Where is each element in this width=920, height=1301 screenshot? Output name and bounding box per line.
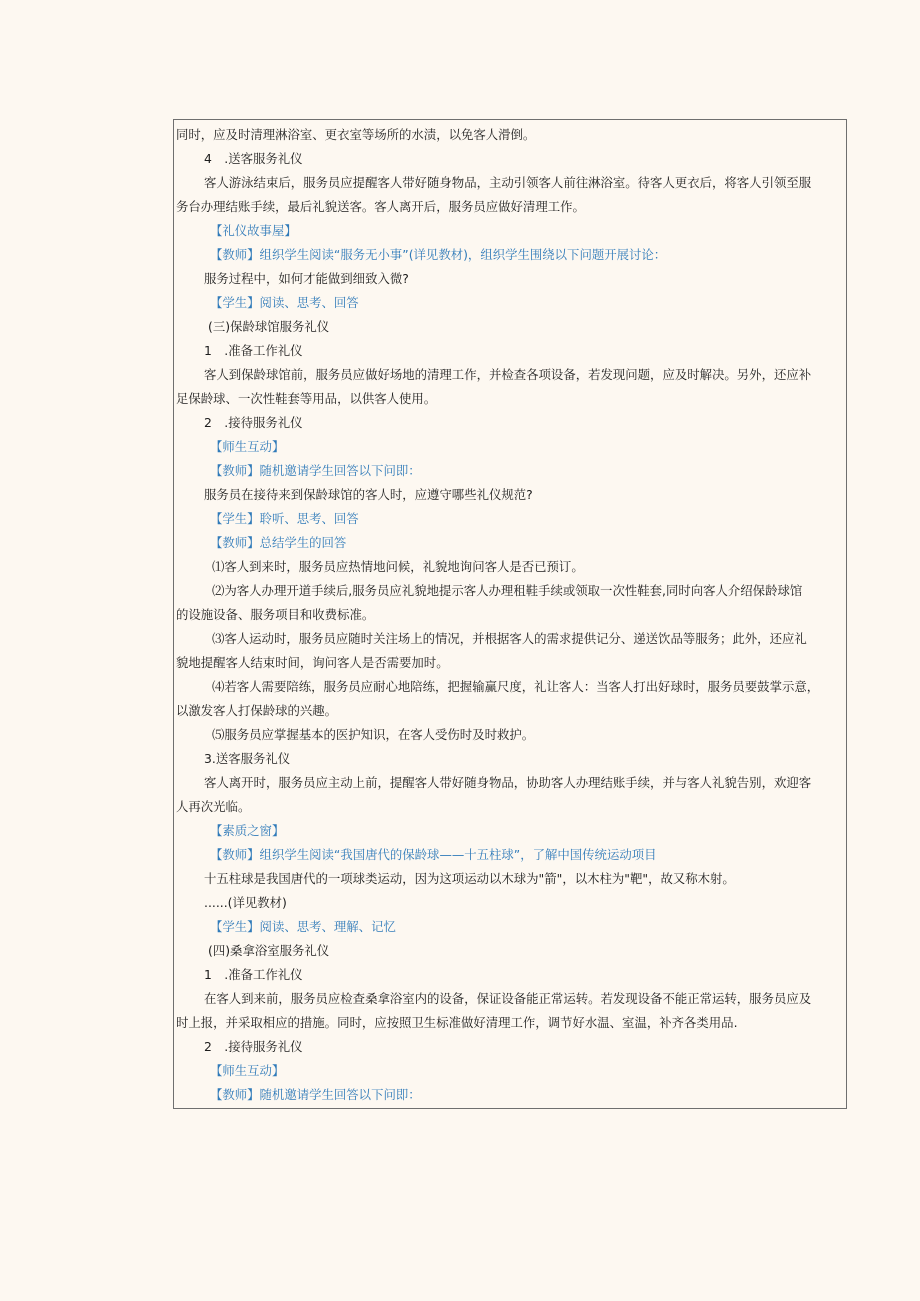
teacher-line: 【教师】组织学生阅读“服务无小事”(详见教材)，组织学生围绕以下问题开展讨论：	[210, 247, 667, 262]
section-heading: (三)保龄球馆服务礼仪	[208, 319, 330, 334]
block-label: 【素质之窗】	[210, 823, 285, 838]
text-line: 客人到保龄球馆前，服务员应做好场地的清理工作，并检查各项设备，若发现问题，应及时解决。另外，还应补	[204, 367, 812, 382]
text-line: 服务过程中，如何才能做到细致入微?	[204, 271, 409, 286]
text-line: 同时，应及时清理淋浴室、更衣室等场所的水渍，以免客人滑倒。	[176, 127, 536, 142]
text-line: 客人离开时，服务员应主动上前，提醒客人带好随身物品，协助客人办理结账手续，并与客人礼貌告别，欢迎客	[204, 775, 812, 790]
teacher-line: 【教师】总结学生的回答	[210, 535, 347, 550]
section-heading: 1 .准备工作礼仪	[204, 343, 303, 358]
section-heading: 2 .接待服务礼仪	[204, 1039, 303, 1054]
text-line: 以激发客人打保龄球的兴趣。	[176, 703, 338, 718]
text-line: 服务员在接待来到保龄球馆的客人时，应遵守哪些礼仪规范?	[204, 487, 533, 502]
list-item: ⑴客人到来时，服务员应热情地问候，礼貌地询问客人是否已预订。	[212, 559, 584, 574]
student-line: 【学生】阅读、思考、理解、记忆	[210, 919, 396, 934]
block-label: 【师生互动】	[210, 1063, 285, 1078]
teacher-line: 【教师】组织学生阅读“我国唐代的保龄球——十五柱球”，了解中国传统运动项目	[210, 847, 657, 862]
text-line: 的设施设备、服务项目和收费标准。	[176, 607, 375, 622]
teacher-line: 【教师】随机邀请学生回答以下问即：	[210, 1087, 421, 1102]
document-frame	[173, 119, 847, 1109]
block-label: 【礼仪故事屋】	[210, 223, 297, 238]
text-line: 时上报，并采取相应的措施。同时，应按照卫生标准做好清理工作，调节好水温、室温，补齐各类用品.	[176, 1015, 738, 1030]
list-item: ⑵为客人办理开道手续后,服务员应礼貌地提示客人办理租鞋手续或领取一次性鞋套,同时向客人介绍保龄球馆	[212, 583, 803, 598]
section-heading: 3.送客服务礼仪	[204, 751, 291, 766]
student-line: 【学生】聆听、思考、回答	[210, 511, 359, 526]
text-line: 务台办理结账手续，最后礼貌送客。客人离开后，服务员应做好清理工作。	[176, 199, 585, 214]
section-heading: 2 .接待服务礼仪	[204, 415, 303, 430]
student-line: 【学生】阅读、思考、回答	[210, 295, 359, 310]
teacher-line: 【教师】随机邀请学生回答以下问即：	[210, 463, 421, 478]
section-heading: 4 .送客服务礼仪	[204, 151, 303, 166]
block-label: 【师生互动】	[210, 439, 285, 454]
text-line: 十五柱球是我国唐代的一项球类运动，因为这项运动以木球为"箭"，以木柱为"靶"，故又称木射。	[204, 871, 735, 886]
list-item: ⑷若客人需要陪练，服务员应耐心地陪练，把握输赢尺度，礼让客人：当客人打出好球时，服务员要鼓掌示意，	[212, 679, 820, 694]
text-line: 人再次光临。	[176, 799, 251, 814]
text-line: 在客人到来前，服务员应检查桑拿浴室内的设备，保证设备能正常运转。若发现设备不能正常运转，服务员应及	[204, 991, 812, 1006]
text-line: 足保龄球、一次性鞋套等用品，以供客人使用。	[176, 391, 437, 406]
section-heading: 1 .准备工作礼仪	[204, 967, 303, 982]
text-line: 貌地提醒客人结束时间，询问客人是否需要加时。	[176, 655, 449, 670]
text-line: 客人游泳结束后，服务员应提醒客人带好随身物品，主动引领客人前往淋浴室。待客人更衣后，将客人引领至服	[204, 175, 812, 190]
section-heading: (四)桑拿浴室服务礼仪	[208, 943, 330, 958]
text-line: ......(详见教材)	[204, 895, 287, 910]
list-item: ⑶客人运动时，服务员应随时关注场上的情况，并根据客人的需求提供记分、递送饮品等服务；此外，还应礼	[212, 631, 807, 646]
list-item: ⑸服务员应掌握基本的医护知识，在客人受伤时及时救护。	[212, 727, 535, 742]
